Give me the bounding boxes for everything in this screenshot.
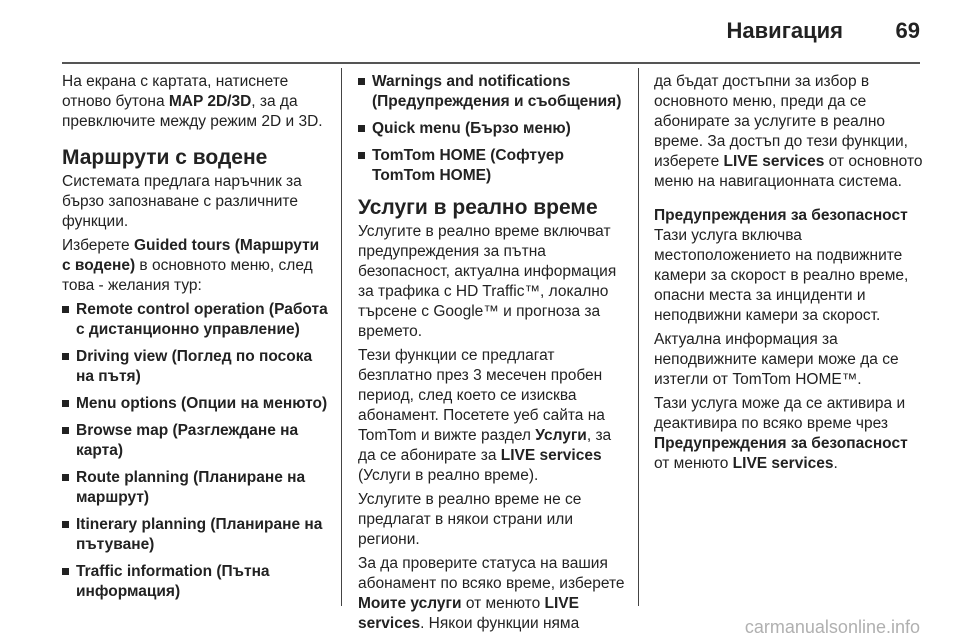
paragraph: Системата предлага наръчник за бързо запознаване с различните функции. <box>62 173 302 230</box>
list-item: Traffic information (Пътна информация) <box>62 562 332 602</box>
column-3 <box>654 72 926 478</box>
page-number: 69 <box>895 18 920 43</box>
list-item: Route planning (Планиране на маршрут) <box>62 468 332 508</box>
paragraph: Актуална информация за неподвижните камери може да се изтегли от TomTom HOME™. <box>654 331 899 388</box>
paragraph: Тази услуга включва местоположението на подвижните камери за скорост в реално време, опасни места за инциденти и неподвижни камери за скорост. <box>654 227 909 324</box>
paragraph: Тези функции се предлагат безплатно през 3 месечен пробен период, след което се изисква абонамент. Посетете уеб сайта на TomTom и вижте раздел Услуги, за да се абонирате за LIVE services (Услуги в реално време). <box>358 347 612 484</box>
section-heading-guided-routes: Маршрути с водене <box>62 146 268 169</box>
paragraph: Услугите в реално време включват предупреждения за пътна безопасност, актуална информация за трафика с HD Traffic™, локално търсене с Google™ и прогноза за времето. <box>358 223 617 340</box>
watermark: carmanualsonline.info <box>744 617 920 637</box>
list-item: Browse map (Разглеждане на карта) <box>62 421 332 461</box>
tour-list-continued <box>358 72 630 186</box>
header-rule <box>62 62 920 64</box>
paragraph: да бъдат достъпни за избор в основното меню, преди да се абонирате за услугите в реално време. За достъп до тези функции, изберете LIVE services от основното меню на навигационната система. <box>654 73 923 190</box>
list-item: Itinerary planning (Планиране на пътуване) <box>62 515 332 555</box>
tour-list <box>62 300 332 602</box>
intro-paragraph: На екрана с картата, натиснете отново бутона MAP 2D/3D, за да превключите между режим 2D и 3D. <box>62 73 323 130</box>
section-heading-live-services: Услуги в реално време <box>358 196 598 219</box>
list-item: Quick menu (Бързо меню) <box>358 119 630 139</box>
list-item: Warnings and notifications (Предупреждения и съобщения) <box>358 72 630 112</box>
paragraph: За да проверите статуса на вашия абонамент по всяко време, изберете Моите услуги от менюто LIVE services. Някои функции няма <box>358 555 625 632</box>
column-divider <box>341 68 342 606</box>
paragraph: Услугите в реално време не се предлагат в някои страни или региони. <box>358 491 582 548</box>
page-header <box>0 0 960 62</box>
subheading-safety-warnings: Предупреждения за безопасност <box>654 207 908 224</box>
list-item: Menu options (Опции на менюто) <box>62 394 332 414</box>
map-2d-3d-button-label: MAP 2D/3D <box>168 93 252 110</box>
column-divider <box>638 68 639 606</box>
paragraph: Тази услуга може да се активира и деактивира по всяко време чрез Предупреждения за безопасност от менюто LIVE services. <box>654 395 908 472</box>
list-item: Remote control operation (Работа с дистанционно управление) <box>62 300 332 340</box>
paragraph: Изберете Guided tours (Маршрути с водене) в основното меню, след това - желания тур: <box>62 237 320 294</box>
list-item: Driving view (Поглед по посока на пътя) <box>62 347 332 387</box>
list-item: TomTom HOME (Софтуер TomTom HOME) <box>358 146 630 186</box>
column-2 <box>358 72 630 638</box>
column-1 <box>62 72 332 609</box>
page-title: Навигация <box>726 18 843 43</box>
